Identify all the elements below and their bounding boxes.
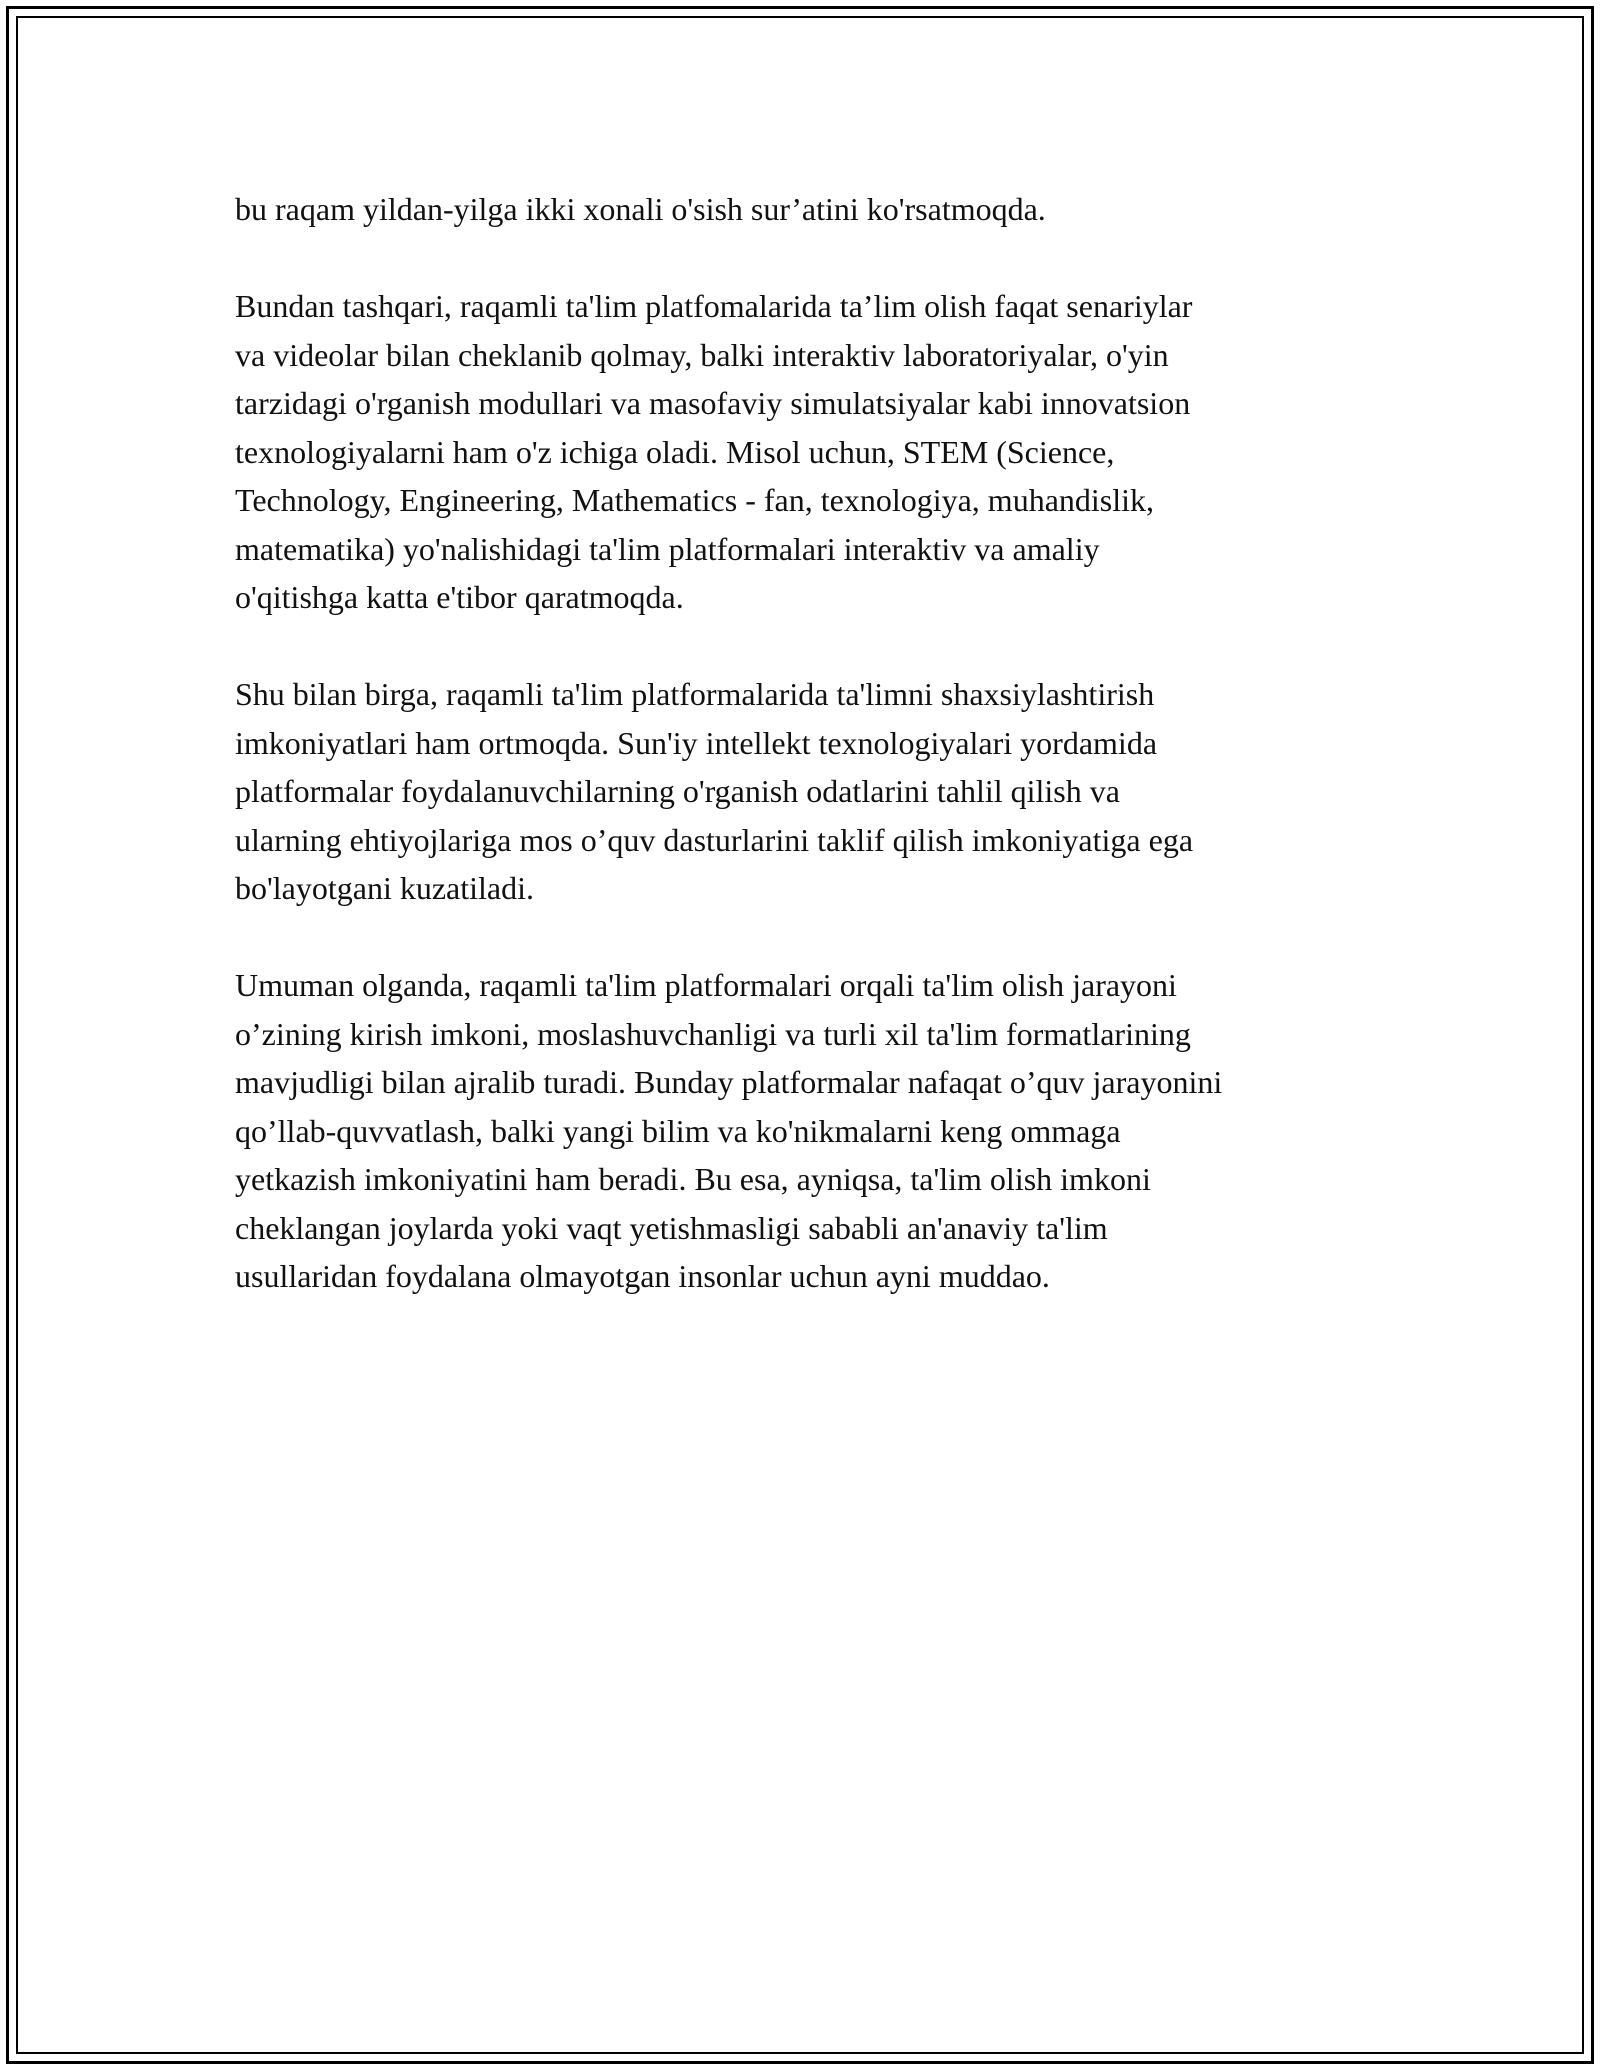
paragraph-1	[235, 185, 1395, 234]
text-line: bo'layotgani kuzatiladi.	[235, 870, 535, 906]
text-line: bu raqam yildan-yilga ikki xonali o'sish sur’atini ko'rsatmoqda.	[235, 191, 1046, 227]
text-line: platformalar foydalanuvchilarning o'rganish odatlarini tahlil qilish va	[235, 773, 1120, 809]
text-line: tarzidagi o'rganish modullari va masofaviy simulatsiyalar kabi innovatsion	[235, 385, 1191, 421]
text-line: Technology, Engineering, Mathematics - fan, texnologiya, muhandislik,	[235, 482, 1155, 518]
paragraph-2	[235, 282, 1395, 622]
text-line: cheklangan joylarda yoki vaqt yetishmasligi sababli an'anaviy ta'lim	[235, 1209, 1108, 1246]
text-line: o'qitishga katta e'tibor qaratmoqda.	[235, 579, 684, 615]
text-line: usullaridan foydalana olmayotgan insonlar uchun ayni muddao.	[235, 1258, 1050, 1294]
paragraph-3	[235, 670, 1395, 913]
text-line: texnologiyalarni ham o'z ichiga oladi. Misol uchun, STEM (Science,	[235, 433, 1115, 470]
text-line: Shu bilan birga, raqamli ta'lim platformalarida ta'limni shaxsiylashtirish	[235, 676, 1155, 712]
text-line: Bundan tashqari, raqamli ta'lim platfomalarida ta’lim olish faqat senariylar	[235, 288, 1193, 324]
text-line: Umuman olganda, raqamli ta'lim platformalari orqali ta'lim olish jarayoni	[235, 967, 1177, 1003]
text-line: mavjudligi bilan ajralib turadi. Bunday platformalar nafaqat o’quv jarayonini	[235, 1064, 1223, 1100]
text-line: yetkazish imkoniyatini ham beradi. Bu esa, ayniqsa, ta'lim olish imkoni	[235, 1161, 1151, 1197]
text-line: o’zining kirish imkoni, moslashuvchanligi va turli xil ta'lim formatlarining	[235, 1015, 1191, 1052]
document-body	[235, 185, 1395, 1349]
text-line: matematika) yo'nalishidagi ta'lim platformalari interaktiv va amaliy	[235, 530, 1100, 567]
text-line: va videolar bilan cheklanib qolmay, balki interaktiv laboratoriyalar, o'yin	[235, 336, 1169, 373]
text-line: qo’llab-quvvatlash, balki yangi bilim va ko'nikmalarni keng ommaga	[235, 1112, 1121, 1149]
paragraph-4	[235, 961, 1395, 1301]
text-line: imkoniyatlari ham ortmoqda. Sun'iy intellekt texnologiyalari yordamida	[235, 724, 1158, 761]
text-line: ularning ehtiyojlariga mos o’quv dasturlarini taklif qilish imkoniyatiga ega	[235, 821, 1194, 858]
